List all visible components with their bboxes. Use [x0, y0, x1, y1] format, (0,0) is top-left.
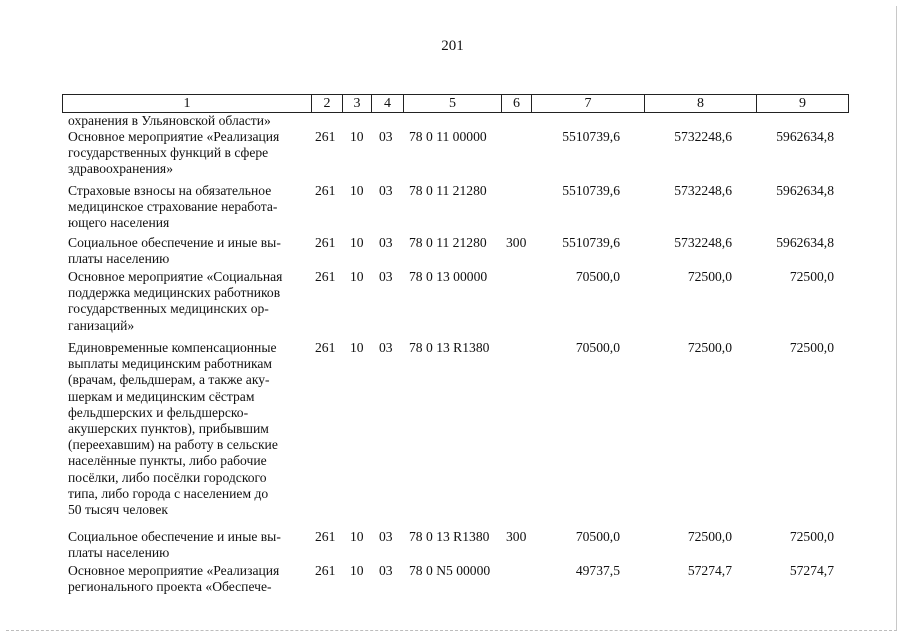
cell-c2: 261: [315, 529, 336, 544]
description-line: поддержка медицинских работников: [68, 285, 281, 301]
cell-c8: 5732248,6: [674, 235, 732, 250]
description-line: здравоохранения»: [68, 161, 173, 177]
table-header-row: [62, 94, 849, 113]
description-line: государственных функций в сфере: [68, 145, 269, 161]
cell-c2: 261: [315, 129, 336, 144]
description-line: ганизаций»: [68, 317, 135, 333]
cell-c9: 5962634,8: [776, 129, 834, 144]
cell-c6: 300: [506, 235, 527, 250]
description-line: регионального проекта «Обеспече-: [68, 579, 272, 595]
row-description: [68, 269, 306, 334]
description-line: Социальное обеспечение и иные вы-: [68, 529, 281, 544]
row-description: [68, 340, 306, 518]
page-number: 201: [441, 38, 464, 54]
cell-c8: 72500,0: [687, 340, 732, 355]
cell-c9: 72500,0: [789, 529, 834, 544]
cell-c5: 78 0 11 21280: [409, 235, 487, 250]
description-line: Основное мероприятие «Реализация: [68, 563, 280, 578]
continuation-line: охранения в Ульяновской области»: [68, 113, 271, 128]
cell-c2: 261: [315, 340, 336, 355]
cell-c5: 78 0 13 00000: [409, 269, 488, 284]
cell-c5: 78 0 13 R1380: [409, 529, 490, 544]
description-line: населённые пункты, либо рабочие: [68, 453, 267, 469]
cell-c9: 57274,7: [789, 563, 834, 578]
description-line: фельдшерских и фельдшерско-: [68, 404, 249, 420]
cell-c3: 10: [350, 235, 364, 250]
cell-c8: 57274,7: [687, 563, 732, 578]
header-cell-7: 7: [531, 95, 644, 112]
cell-c9: 72500,0: [789, 269, 834, 284]
description-line: государственных медицинских ор-: [68, 301, 269, 317]
description-line: (врачам, фельдшерам, а также аку-: [68, 372, 270, 388]
description-line: (переехавшим) на работу в сельские: [68, 437, 278, 453]
cell-c8: 72500,0: [687, 529, 732, 544]
header-cell-9: 9: [756, 95, 848, 112]
description-line: платы населению: [68, 545, 170, 561]
cell-c2: 261: [315, 235, 336, 250]
description-line: посёлки, либо посёлки городского: [68, 469, 267, 485]
cell-c9: 72500,0: [789, 340, 834, 355]
cell-c9: 5962634,8: [776, 183, 834, 198]
cell-c3: 10: [350, 183, 364, 198]
description-line: типа, либо города с населением до: [68, 485, 269, 501]
cell-c8: 5732248,6: [674, 129, 732, 144]
cell-c4: 03: [379, 235, 393, 250]
cell-c4: 03: [379, 183, 393, 198]
cell-c2: 261: [315, 269, 336, 284]
cell-c4: 03: [379, 129, 393, 144]
header-cell-5: 5: [403, 95, 501, 112]
cell-c4: 03: [379, 529, 393, 544]
header-cell-1: 1: [183, 96, 191, 111]
description-line: платы населению: [68, 251, 170, 267]
cell-c7: 49737,5: [575, 563, 620, 578]
description-line: Социальное обеспечение и иные вы-: [68, 235, 281, 250]
row-description: [68, 129, 306, 178]
cell-c5: 78 0 N5 00000: [409, 563, 491, 578]
cell-c3: 10: [350, 529, 364, 544]
header-cell-4: 4: [371, 95, 403, 112]
header-cell-6: 6: [501, 95, 531, 112]
description-line: выплаты медицинским работникам: [68, 356, 273, 372]
header-cell-8: 8: [644, 95, 756, 112]
cell-c8: 5732248,6: [674, 183, 732, 198]
cell-c7: 70500,0: [575, 269, 620, 284]
cell-c8: 72500,0: [687, 269, 732, 284]
row-description: [68, 183, 306, 232]
cell-c2: 261: [315, 183, 336, 198]
header-cell-2: 2: [311, 95, 342, 112]
description-line: 50 тысяч человек: [68, 502, 169, 518]
header-cell-3: 3: [342, 95, 371, 112]
description-line: Страховые взносы на обязательное: [68, 183, 272, 198]
cell-c7: 5510739,6: [562, 235, 620, 250]
cell-c7: 5510739,6: [562, 183, 620, 198]
cell-c4: 03: [379, 269, 393, 284]
description-line: Единовременные компенсационные: [68, 340, 277, 355]
row-description: [68, 529, 306, 561]
cell-c3: 10: [350, 563, 364, 578]
cell-c3: 10: [350, 340, 364, 355]
cell-c5: 78 0 11 00000: [409, 129, 487, 144]
description-line: Основное мероприятие «Реализация: [68, 129, 280, 144]
row-description: [68, 235, 306, 267]
row-description: [68, 563, 306, 595]
description-line: Основное мероприятие «Социальная: [68, 269, 283, 284]
cell-c3: 10: [350, 129, 364, 144]
cell-c5: 78 0 13 R1380: [409, 340, 490, 355]
description-line: ющего населения: [68, 215, 170, 231]
cell-c7: 70500,0: [575, 529, 620, 544]
description-line: медицинское страхование неработа-: [68, 199, 278, 215]
description-line: акушерских пунктов), прибывшим: [68, 421, 269, 437]
cell-c7: 5510739,6: [562, 129, 620, 144]
cell-c4: 03: [379, 340, 393, 355]
cell-c4: 03: [379, 563, 393, 578]
cell-c5: 78 0 11 21280: [409, 183, 487, 198]
cell-c2: 261: [315, 563, 336, 578]
cell-c9: 5962634,8: [776, 235, 834, 250]
description-line: шеркам и медицинским сёстрам: [68, 388, 255, 404]
cell-c3: 10: [350, 269, 364, 284]
cell-c7: 70500,0: [575, 340, 620, 355]
cell-c6: 300: [506, 529, 527, 544]
